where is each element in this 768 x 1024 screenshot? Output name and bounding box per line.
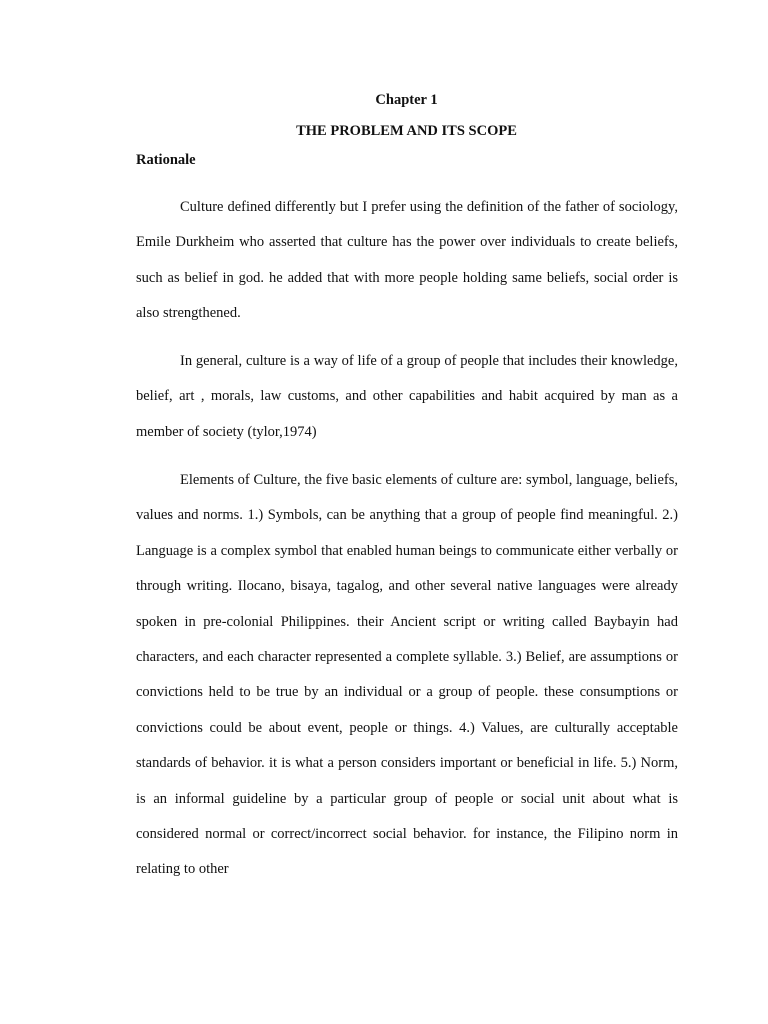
paragraph-elements-of-culture: Elements of Culture, the five basic elements of culture are: symbol, language, beliefs, values and norms. 1.) Symbols, can be anything that a group of people find meaningful. 2.) Language is a complex symbol that enabled human beings to communicate either verbally or through writing. Ilocano, bisaya, tagalog, and other several native languages were already spoken in pre-colonial Philippines. their Ancient script or writing called Baybayin had characters, and each character represented a complete syllable. 3.) Belief, are assumptions or convictions held to be true by an individual or a group of people. these consumptions or convictions could be about event, people or things. 4.) Values, are culturally acceptable standards of behavior. it is what a person considers important or beneficial in life. 5.) Norm, is an informal guideline by a particular group of people or social unit about what is considered normal or correct/incorrect social behavior. for instance, the Filipino norm in relating to other xyxy=(136,472,678,878)
chapter-title: THE PROBLEM AND ITS SCOPE xyxy=(296,123,517,139)
paragraph-culture-definition: In general, culture is a way of life of a group of people that includes their knowledge, belief, art , morals, law customs, and other capabilities and habit acquired by man as a member of society (tylor,1974) xyxy=(136,353,678,440)
chapter-label: Chapter 1 xyxy=(375,92,438,108)
paragraph-durkheim: Culture defined differently but I prefer using the definition of the father of sociology, Emile Durkheim who asserted that culture has the power over individuals to create beliefs, such as belief in god. he added that with more people holding same beliefs, social order is also strengthened. xyxy=(136,199,678,322)
section-heading: Rationale xyxy=(136,152,196,168)
